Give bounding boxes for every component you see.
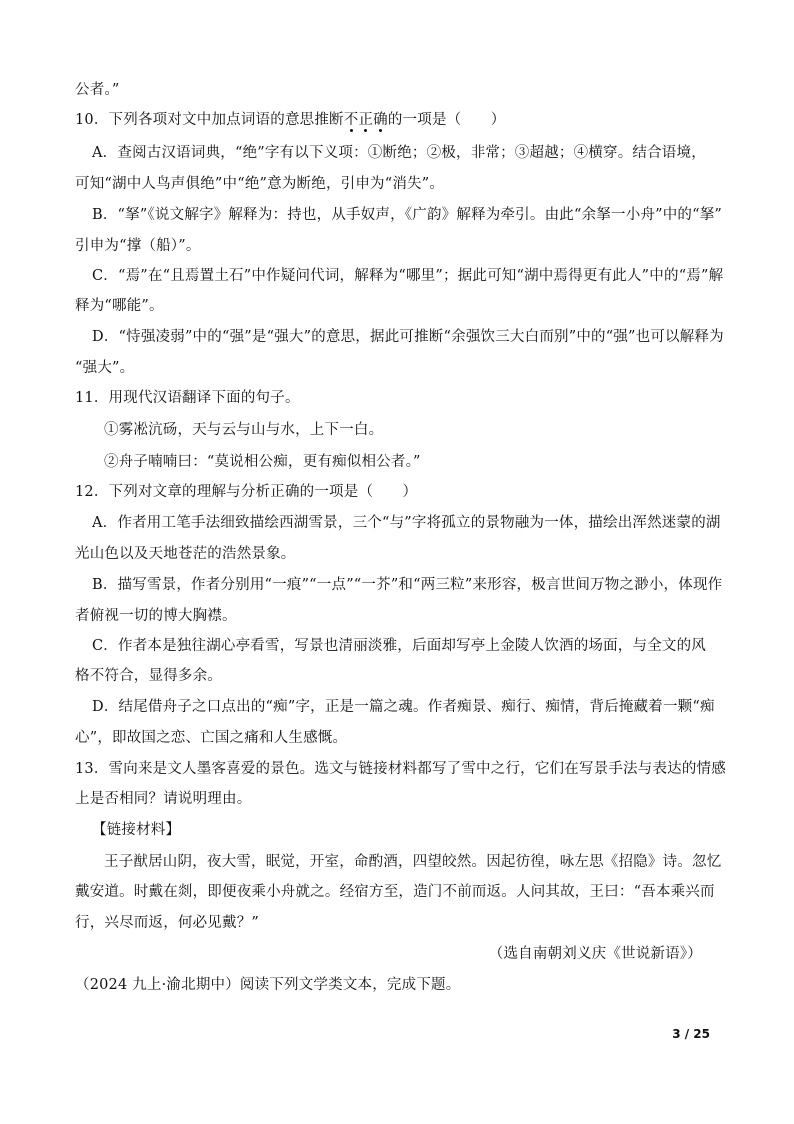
- question-11: 11．用现代汉语翻译下面的句子。: [75, 390, 300, 406]
- option-c-line-2: 格不符合，显得多余。: [75, 668, 222, 684]
- source-citation: （选自南朝刘义庆《世说新语》）: [488, 946, 702, 962]
- emphasis-dot-char: 正: [358, 112, 374, 128]
- option-d-line-1: D．“恃强凌弱”中的“强”是“强大”的意思，据此可推断“余强饮三大白而别”中的“强”也可以解释为: [92, 329, 724, 345]
- option-a-line-1: A．作者用工笔手法细致描绘西湖雪景，三个“与”字将孤立的景物融为一体，描绘出浑然迷蒙的湖: [92, 515, 721, 531]
- sentence-1: ①雾凇沆砀，天与云与山与水，上下一白。: [104, 422, 384, 438]
- option-c-line-1: C．作者本是独往湖心亭看雪，写景也清丽淡雅，后面却写亭上金陵人饮酒的场面，与全文的风: [92, 638, 706, 654]
- option-d-line-2: “强大”。: [75, 360, 135, 376]
- option-c-line-1: C．“焉”在“且焉置土石”中作疑问代词，解释为“哪里”；据此可知“湖中焉得更有此人”中的“焉”解: [92, 268, 724, 284]
- question-13-line-2: 上是否相同？请说明理由。: [75, 791, 252, 807]
- option-b-line-1: B．“拏”《说文解字》解释为：持也，从手奴声，《广韵》解释为牵引。由此“余拏一小舟”中的“拏”: [92, 207, 723, 223]
- question-13-line-1: 13．雪向来是文人墨客喜爱的景色。选文与链接材料都写了雪中之行，它们在写景手法与表达的情感: [75, 761, 726, 777]
- section-intro: （2024 九上·渝北期中）阅读下列文学类文本，完成下题。: [75, 977, 461, 993]
- option-a-line-1: A．查阅古汉语词典，“绝”字有以下义项：①断绝；②极，非常；③超越；④横穿。结合语境，: [92, 145, 706, 161]
- emphasis-dot-char: 确: [373, 112, 388, 128]
- linked-material-line-3: 行，兴尽而返，何必见戴？”: [75, 915, 260, 931]
- question-12: 12．下列对文章的理解与分析正确的一项是（ ）: [75, 484, 418, 500]
- option-b-line-1: B．描写雪景，作者分别用“一痕”“一点”“一芥”和“两三粒”来形容，极言世间万物之渺小，体现作: [92, 577, 723, 593]
- emphasis-dot-char: 不: [343, 112, 359, 128]
- question-10-tail: 的一项是（ ）: [387, 112, 506, 128]
- linked-material-heading: 【链接材料】: [92, 822, 181, 838]
- option-c-line-2: 释为“哪能”。: [75, 298, 164, 314]
- text-line: 公者。”: [75, 82, 120, 98]
- option-a-line-2: 光山色以及天地苍茫的浩然景象。: [75, 546, 296, 562]
- sentence-2: ②舟子喃喃曰：“莫说相公痴，更有痴似相公者。”: [104, 454, 421, 470]
- question-10: [75, 110, 505, 130]
- option-a-line-2: 可知“湖中人鸟声俱绝”中“绝”意为断绝，引申为“消失”。: [75, 176, 445, 192]
- option-d-line-2: 心”，即故国之恋、亡国之痛和人生感慨。: [75, 730, 348, 746]
- question-10-text: 10．下列各项对文中加点词语的意思推断: [75, 112, 344, 128]
- page-number: 3 / 25: [672, 1027, 710, 1041]
- linked-material-line-1: 王子猷居山阴，夜大雪，眠觉，开室，命酌酒，四望皎然。因起彷徨，咏左思《招隐》诗。忽忆: [104, 854, 722, 870]
- option-d-line-1: D．结尾借舟子之口点出的“痴”字，正是一篇之魂。作者痴景、痴行、痴情，背后掩藏着一颗“痴: [92, 699, 715, 715]
- option-b-line-2: 者俯视一切的博大胸襟。: [75, 608, 237, 624]
- linked-material-line-2: 戴安道。时戴在剡，即便夜乘小舟就之。经宿方至，造门不前而返。人问其故，王曰：“吾本乘兴而: [75, 884, 715, 900]
- option-b-line-2: 引申为“撑（船）”。: [75, 238, 201, 254]
